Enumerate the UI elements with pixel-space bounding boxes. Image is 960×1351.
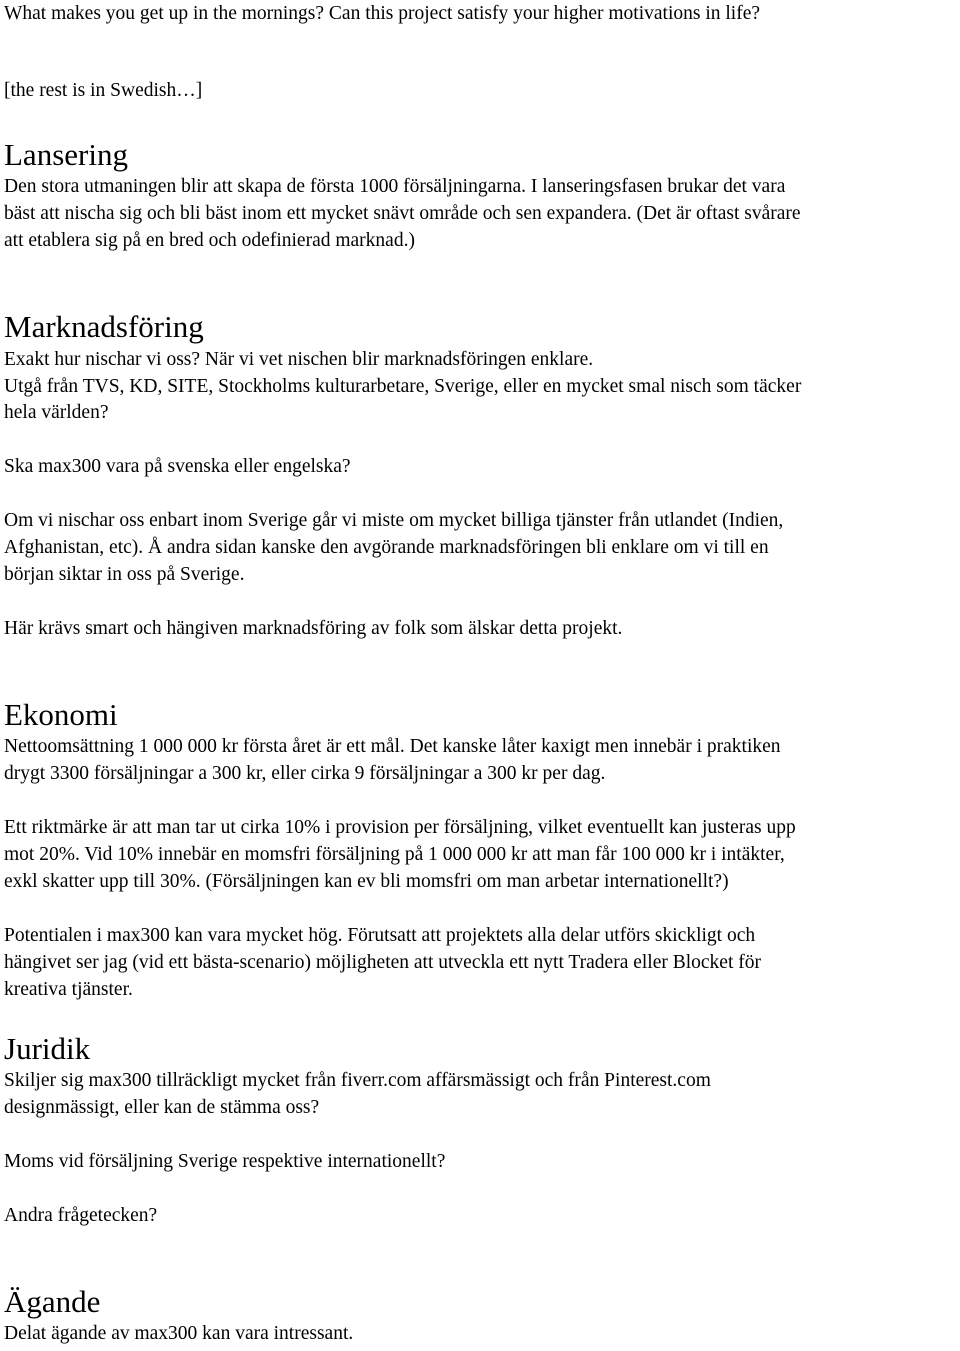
marknadsforing-p2: Ska max300 vara på svenska eller engelska? [4, 456, 351, 477]
intro-question: What makes you get up in the mornings? Can this project satisfy your higher motivations in life? [4, 3, 761, 24]
lansering-line-1: Den stora utmaningen blir att skapa de första 1000 försäljningarna. I lanseringsfasen brukar det vara [4, 176, 786, 197]
juridik-p3: Andra frågetecken? [4, 1205, 158, 1226]
marknadsforing-p1-line-2: Utgå från TVS, KD, SITE, Stockholms kulturarbetare, Sverige, eller en mycket smal nisch som täcker [4, 376, 802, 397]
ekonomi-p2-line-1: Ett riktmärke är att man tar ut cirka 10% i provision per försäljning, vilket eventuellt kan justeras upp [4, 817, 796, 838]
marknadsforing-p1-line-3: hela världen? [4, 402, 109, 423]
ekonomi-p3-line-2: hängivet ser jag (vid ett bästa-scenario) möjligheten att utveckla ett nytt Tradera eller Blocket för [4, 952, 761, 973]
section-heading-lansering: Lansering [4, 137, 128, 172]
marknadsforing-p3-line-2: Afghanistan, etc). Å andra sidan kanske den avgörande marknadsföringen bli enklare om vi till en [4, 537, 769, 558]
ekonomi-p3-line-1: Potentialen i max300 kan vara mycket hög. Förutsatt att projektets alla delar utförs skickligt och [4, 925, 756, 946]
section-heading-marknadsforing: Marknadsföring [4, 309, 204, 344]
intro-note: [the rest is in Swedish…] [4, 80, 203, 101]
lansering-line-2: bäst att nischa sig och bli bäst inom ett mycket snävt område och sen expandera. (Det är oftast svårare [4, 203, 801, 224]
marknadsforing-p3-line-1: Om vi nischar oss enbart inom Sverige går vi miste om mycket billiga tjänster från utlandet (Indien, [4, 510, 784, 531]
ekonomi-p2-line-3: exkl skatter upp till 30%. (Försäljningen kan ev bli momsfri om man arbetar internationellt?) [4, 871, 729, 892]
lansering-line-3: att etablera sig på en bred och odefinierad marknad.) [4, 230, 415, 251]
section-heading-ekonomi: Ekonomi [4, 697, 118, 732]
ekonomi-p2-line-2: mot 20%. Vid 10% innebär en momsfri försäljning på 1 000 000 kr att man får 100 000 kr i intäkter, [4, 844, 785, 865]
juridik-p1-line-2: designmässigt, eller kan de stämma oss? [4, 1097, 320, 1118]
agande-p1: Delat ägande av max300 kan vara intressant. [4, 1323, 354, 1344]
ekonomi-p1-line-1: Nettoomsättning 1 000 000 kr första året är ett mål. Det kanske låter kaxigt men innebär i praktiken [4, 736, 781, 757]
juridik-p2: Moms vid försäljning Sverige respektive internationellt? [4, 1151, 446, 1172]
ekonomi-p1-line-2: drygt 3300 försäljningar a 300 kr, eller cirka 9 försäljningar a 300 kr per dag. [4, 763, 606, 784]
section-heading-agande: Ägande [4, 1284, 101, 1319]
ekonomi-p3-line-3: kreativa tjänster. [4, 979, 133, 1000]
juridik-p1-line-1: Skiljer sig max300 tillräckligt mycket från fiverr.com affärsmässigt och från Pinterest.com [4, 1070, 711, 1091]
marknadsforing-p4: Här krävs smart och hängiven marknadsföring av folk som älskar detta projekt. [4, 618, 623, 639]
marknadsforing-p1-line-1: Exakt hur nischar vi oss? När vi vet nischen blir marknadsföringen enklare. [4, 349, 594, 370]
section-heading-juridik: Juridik [4, 1031, 91, 1066]
marknadsforing-p3-line-3: början siktar in oss på Sverige. [4, 564, 245, 585]
